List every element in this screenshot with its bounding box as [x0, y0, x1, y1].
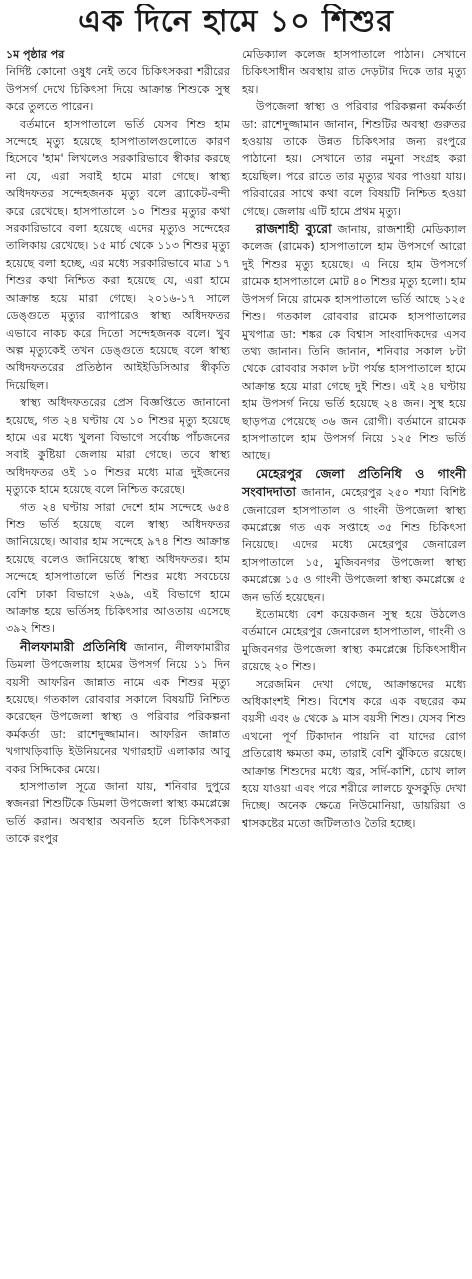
- rajshahi-dateline: রাজশাহী ব্যুরো: [256, 221, 332, 237]
- paragraph: স্বাস্থ্য অধিদফতরের প্রেস বিজ্ঞপ্তিতে জানানো হয়েছে, গত ২৪ ঘণ্টায় যে ১০ শিশুর মৃত্যু হয়েছে হামে এর মধ্যে খুলনা বিভাগে সর্বোচ্চ পাঁচজনের সবাই কুষ্টিয়া জেলায় মারা গেছে। তবে স্বাস্থ্য অধিদফতর ওই ১০ শিশুর মধ্যে মাত্র দুইজনের মৃত্যুকে হামে হয়েছে বলে নিশ্চিত করেছে।: [6, 396, 230, 497]
- meherpur-paragraph: [242, 465, 466, 606]
- paragraph: বর্তমানে হাসপাতালে ভর্তি যেসব শিশু হাম সন্দেহে মৃত্যু হয়েছে হাসপাতালগুলোতে কারণ হিসেবে 'হাম' লিখলেও সরকারিভাবে স্বীকার করছে না যে, এরা সবাই হামে মারা গেছে। স্বাস্থ্য অধিদফতর সন্দেহজনক মৃত্যু বলে ব্র্যাকেট-বন্দী করে রেখেছে। হাসপাতালে ১০ শিশুর মৃত্যুর কথা সরকারিভাবে বলা হয়েছে এদের মৃত্যুও সন্দেহের তালিকায় রেখেছে। ১৫ মার্চ থেকে ১১৩ শিশুর মৃত্যু হয়েছে বলা হচ্ছে, এর মধ্যে সরকারিভাবে মাত্র ১৭ শিশুর কথা নিশ্চিত করা হয়েছে যে, এরা হামে আক্রান্ত হয়ে মারা গেছে। ২০১৬-১৭ সালে ডেঙ্গুতে মৃত্যুর ব্যাপারেও স্বাস্থ্য অধিদফতর এভাবে নাকচ করে দিতো সন্দেহজনক বলে। খুব অল্প মৃত্যুকেই তখন ডেঙ্গুতে হয়েছে বলে স্বাস্থ্য অধিদফতরের প্রতিষ্ঠান আইইডিসিআর স্বীকৃতি দিয়েছিল।: [6, 117, 230, 392]
- continued-paragraph: [6, 46, 230, 116]
- paragraph-text: জানান, মেহেরপুর ২৫০ শয্যা বিশিষ্ট জেনারেল হাসপাতাল ও গাংনী উপজেলা স্বাস্থ্য কমপ্লেক্সে গত এক সপ্তাহে ৩৫ শিশু চিকিৎসা নিয়েছে। এদের মধ্যে মেহেরপুর জেনারেল হাসপাতালে ১৫, মুজিবনগর উপজেলা স্বাস্থ্য কমপ্লেক্সে ১৫ ও গাংনী উপজেলা স্বাস্থ্য কমপ্লেক্সে ৫ জন ভর্তি হয়েছেন।: [242, 486, 466, 604]
- rajshahi-paragraph: [242, 220, 466, 465]
- nilphamari-dateline: নীলফামারী প্রতিনিধি: [20, 638, 127, 654]
- right-column: [242, 46, 466, 848]
- paragraph-text: নির্দিষ্ট কোনো ওষুধ নেই তবে চিকিৎসকরা শরীরের উপসর্গ দেখে চিকিৎসা দিয়ে আক্রান্ত শিশুকে সুস্থ করে তুলতে পারেন।: [6, 65, 230, 114]
- paragraph: মেডিক্যাল কলেজ হাসপাতালে পাঠান। সেখানে চিকিৎসাধীন অবস্থায় রাত দেড়টার দিকে তার মৃত্যু হয়।: [242, 48, 466, 96]
- left-column: [6, 46, 230, 848]
- paragraph: হাসপাতাল সূত্রে জানা যায়, শনিবার দুপুরে স্বজনরা শিশুটিকে ডিমলা উপজেলা স্বাস্থ্য কমপ্লেক্সে ভর্তি করান। অবস্থার অবনতি হলে চিকিৎসকরা তাকে রংপুর: [6, 780, 230, 846]
- nilphamari-paragraph: [6, 638, 230, 778]
- headline: এক দিনে হামে ১০ শিশুর: [78, 4, 394, 39]
- article-body: [6, 46, 466, 848]
- paragraph: গত ২৪ ঘণ্টায় সারা দেশে হাম সন্দেহে ৬৫৪ শিশু ভর্তি হয়েছে বলে স্বাস্থ্য অধিদফতর জানিয়েছে। আবার হাম সন্দেহে ৯৭৪ শিশু আক্রান্ত হয়েছে বলেও জানিয়েছে স্বাস্থ্য অধিদফতর। হাম সন্দেহে হাসপাতালে ভর্তি শিশুর মধ্যে সবচেয়ে বেশি ঢাকা বিভাগে ২৬৯, এই বিভাগে হামে আক্রান্ত হয়ে ভর্তিসহ চিকিৎসার আওতায় এসেছে ৩৯২ শিশু।: [6, 500, 230, 636]
- paragraph-text: জানায়, রাজশাহী মেডিক্যাল কলেজ (রামেক) হাসপাতালে হাম উপসর্গে আরো দুই শিশুর মৃত্যু হয়েছে। এ নিয়ে হাম উপসর্গে রামেক হাসপাতালে মোট ৪০ শিশুর মৃত্যু হলো। হাম উপসর্গ নিয়ে রামেক হাসপাতালে ভর্তি আছে ১২৫ শিশু। গতকাল রোববার রামেক হাসপাতালের মুখপাত্র ডা: শঙ্কর কে বিশ্বাস সাংবাদিকদের এসব তথ্য জানান। তিনি জানান, শনিবার সকাল ৮টা থেকে রোববার সকাল ৮টা পর্যন্ত হাসপাতালে হামে আক্রান্ত হয়ে মারা গেছে দুই শিশু। এই ২৪ ঘণ্টায় হাম উপসর্গ নিয়ে ভর্তি হয়েছে ২৪ জন। সুস্থ হয়ে ছাড়পত্র পেয়েছে ৩৬ জন রোগী। বর্তমানে রামেক হাসপাতালে হাম উপসর্গ নিয়ে ১২৫ শিশু ভর্তি আছে।: [242, 223, 467, 463]
- paragraph: সরেজমিন দেখা গেছে, আক্রান্তদের মধ্যে অধিকাংশই শিশু। বিশেষ করে এক বছরের কম বয়সী এবং ৬ থেকে ৯ মাস বয়সী শিশু। যেসব শিশু এখনো পূর্ণ টিকাদান পায়নি বা যাদের রোগ প্রতিরোধ ক্ষমতা কম, তারাই বেশি ঝুঁকিতে রয়েছে। আক্রান্ত শিশুদের মধ্যে জ্বর, সর্দি-কাশি, চোখ লাল হয়ে যাওয়া এবং পরে শরীরে লালচে ফুসকুড়ি দেখা দিচ্ছে। অনেক ক্ষেত্রে নিউমোনিয়া, ডায়রিয়া ও শ্বাসকষ্টের মতো জটিলতাও তৈরি হচ্ছে।: [242, 677, 466, 830]
- meherpur-dateline: মেহেরপুর জেলা প্রতিনিধি ও গাংনী সংবাদদাতা: [242, 465, 466, 500]
- paragraph: উপজেলা স্বাস্থ্য ও পরিবার পরিকল্পনা কর্মকর্তা ডা: রাশেদুজ্জামান জানান, শিশুটির অবস্থা গুরুতর হওয়ায় তাকে উন্নত চিকিৎসার জন্য রংপুরে পাঠানো হয়। সেখানে তার নমুনা সংগ্রহ করা হয়েছিল। পরে রাতে তার মৃত্যুর খবর পাওয়া যায়। পরিবারের সাথে কথা বলে বিষয়টি নিশ্চিত হওয়া গেছে। জেলায় এটি হামে প্রথম মৃত্যু।: [242, 100, 466, 218]
- paragraph: ইতোমধ্যে বেশ কয়েকজন সুস্থ হয়ে উঠলেও বর্তমানে মেহেরপুর জেনারেল হাসপাতাল, গাংনী ও মুজিবনগর উপজেলা স্বাস্থ্য কমপ্লেক্সে চিকিৎসাধীন রয়েছে ২০ শিশু।: [242, 608, 466, 674]
- paragraph-text: জানান, নীলফামারীর ডিমলা উপজেলায় হামের উপসর্গ নিয়ে ১১ দিন বয়সী আফরিন জান্নাত নামে এক শিশুর মৃত্যু হয়েছে। গতকাল রোববার সকালে বিষয়টি নিশ্চিত করেছেন উপজেলা স্বাস্থ্য ও পরিবার পরিকল্পনা কর্মকর্তা ডা: রাশেদুজ্জামান। আফরিন জান্নাত খগাখড়িবাড়ি ইউনিয়নের খগারহাট এলাকার আবু বকর সিদ্দিকের মেয়ে।: [6, 640, 230, 776]
- continued-label: ১ম পৃষ্ঠার পর: [6, 48, 65, 61]
